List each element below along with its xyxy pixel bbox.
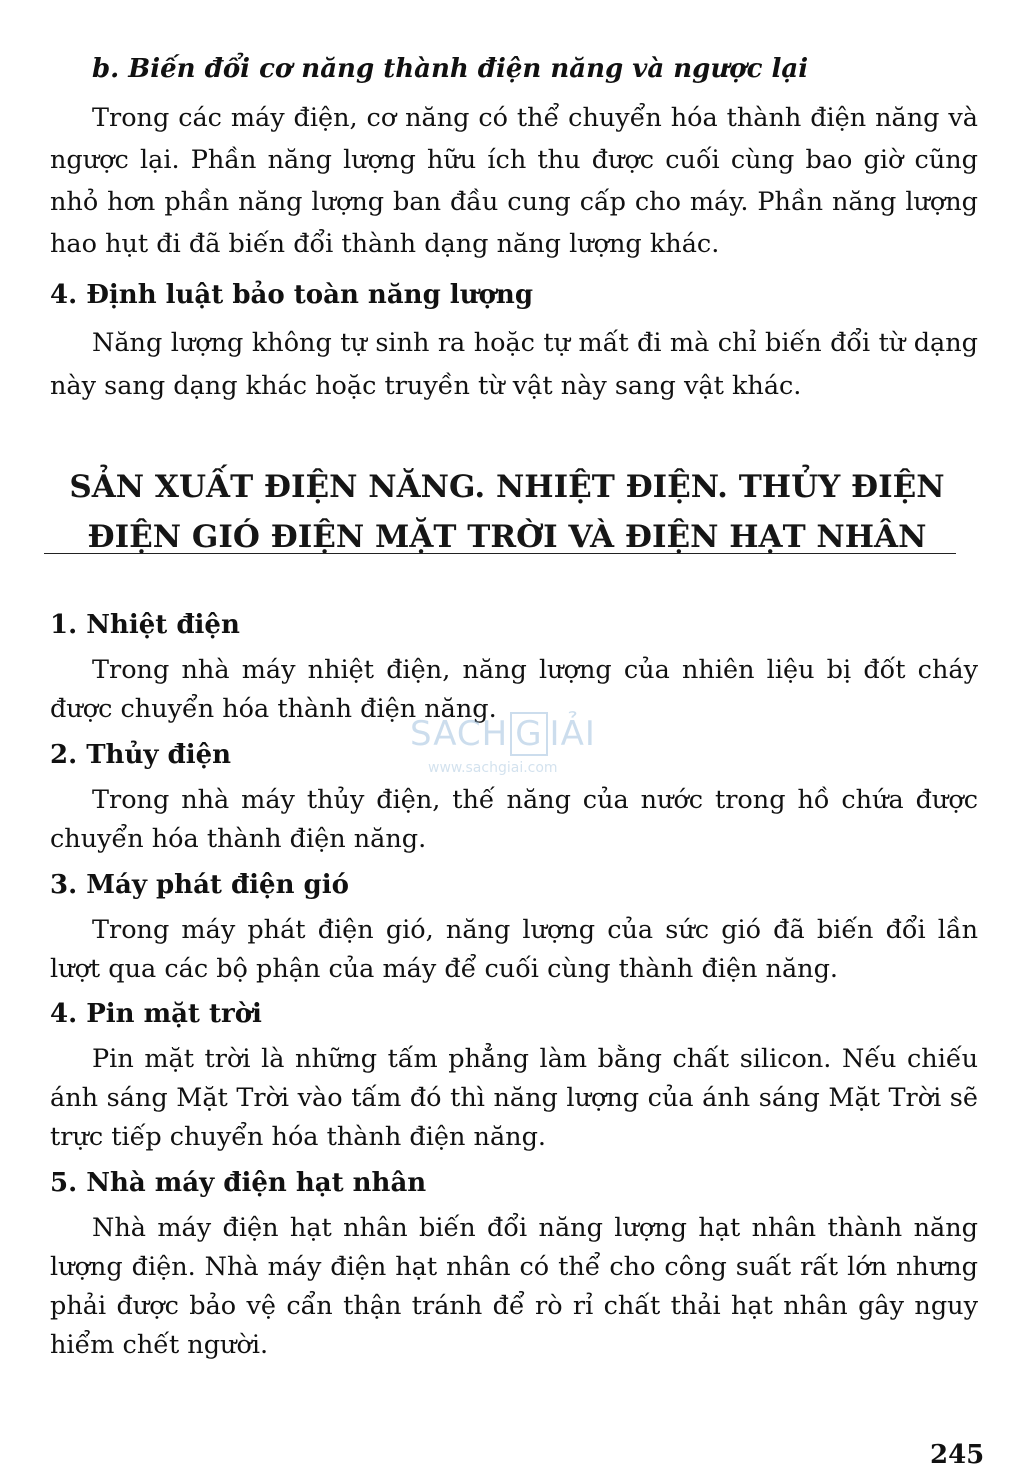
watermark [410,712,620,792]
watermark-logo [410,712,620,756]
chapter-title-line-2: ĐIỆN GIÓ ĐIỆN MẶT TRỜI VÀ ĐIỆN HẠT NHÂN [87,519,927,555]
section-thermal-power-paragraph: Trong nhà máy nhiệt điện, năng lượng của nhiên liệu bị đốt cháy được chuyển hóa thành điện năng. [50,655,978,724]
section-wind-generator-paragraph: Trong máy phát điện gió, năng lượng của sức gió đã biến đổi lần lượt qua các bộ phận của máy để cuối cùng thành điện năng. [50,915,978,984]
section-nuclear-plant-title: 5. Nhà máy điện hạt nhân [50,1168,427,1198]
section-hydropower-paragraph: Trong nhà máy thủy điện, thế năng của nước trong hồ chứa được chuyển hóa thành điện năng. [50,785,978,854]
section-thermal-power-title: 1. Nhiệt điện [50,610,240,640]
section-hydropower-title: 2. Thủy điện [50,740,232,770]
section-nuclear-plant-paragraph: Nhà máy điện hạt nhân biến đổi năng lượng hạt nhân thành năng lượng điện. Nhà máy điện hạt nhân có thể cho công suất rất lớn nhưng phải được bảo vệ cẩn thận tránh để rò rỉ chất thải hạt nhân gây nguy hiểm chết người. [50,1213,978,1360]
watermark-logo-left: SACH [410,714,509,754]
section-wind-generator-title: 3. Máy phát điện gió [50,870,349,900]
watermark-logo-right: IẢI [549,714,596,754]
subsection-b-title: b. Biến đổi cơ năng thành điện năng và ngược lại [92,54,809,84]
section-solar-cell-paragraph: Pin mặt trời là những tấm phẳng làm bằng chất silicon. Nếu chiếu ánh sáng Mặt Trời vào tấm đó thì năng lượng của ánh sáng Mặt Trời sẽ trực tiếp chuyển hóa thành điện năng. [50,1044,978,1152]
section-solar-cell-title: 4. Pin mặt trời [50,999,262,1029]
law-of-conservation-paragraph: Năng lượng không tự sinh ra hoặc tự mất đi mà chỉ biến đổi từ dạng này sang dạng khác hoặc truyền từ vật này sang vật khác. [50,328,978,401]
page-number: 245 [930,1440,985,1470]
chapter-title [40,462,974,562]
subsection-b-paragraph: Trong các máy điện, cơ năng có thể chuyển hóa thành điện năng và ngược lại. Phần năng lượng hữu ích thu được cuối cùng bao giờ cũng nhỏ hơn phần năng lượng ban đầu cung cấp cho máy. Phần năng lượng hao hụt đi đã biến đổi thành dạng năng lượng khác. [50,103,978,259]
chapter-title-line-1: SẢN XUẤT ĐIỆN NĂNG. NHIỆT ĐIỆN. THỦY ĐIỆN [69,469,945,505]
chapter-title-underline [44,553,956,554]
watermark-logo-box: G [510,712,547,756]
law-of-conservation-title: 4. Định luật bảo toàn năng lượng [50,280,534,310]
watermark-url: www.sachgiai.com [428,760,558,776]
